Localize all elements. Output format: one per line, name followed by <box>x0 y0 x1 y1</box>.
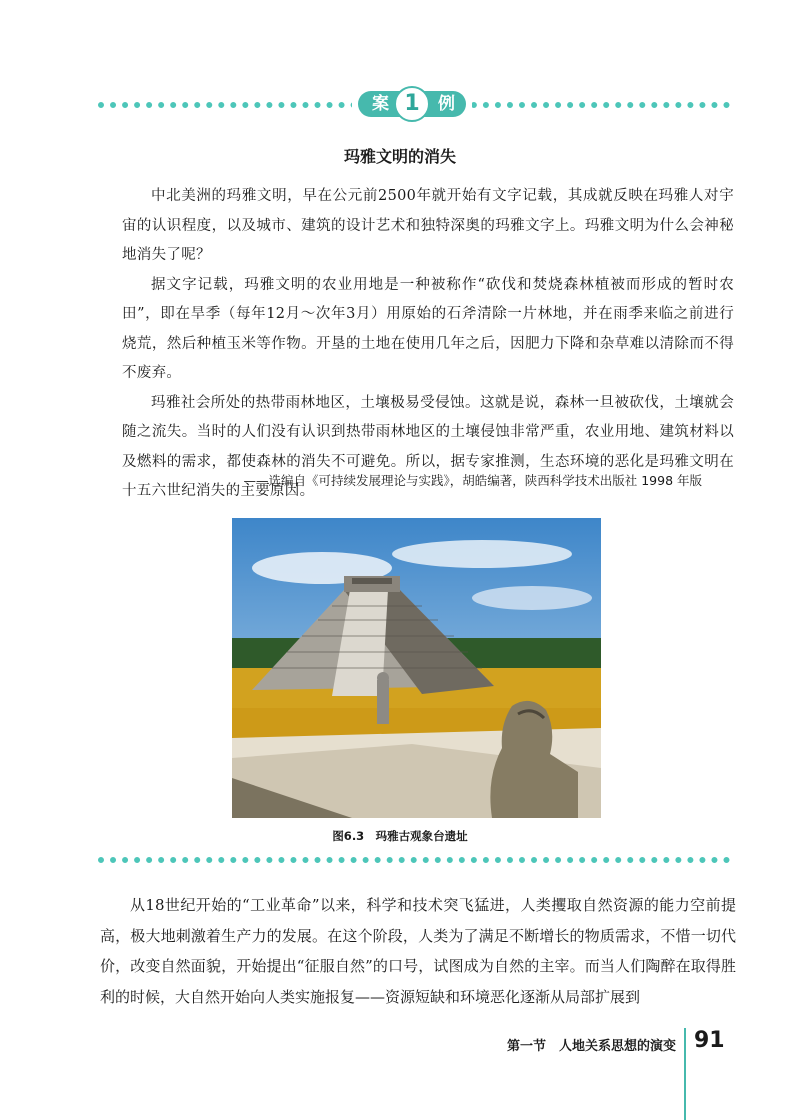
case-body <box>122 182 734 507</box>
figure-caption: 图6.3 玛雅古观象台遗址 <box>332 829 468 843</box>
case-paragraph: 据文字记载，玛雅文明的农业用地是一种被称作“砍伐和焚烧森林植被而形成的暂时农田”，即在旱季（每年12月～次年3月）用原始的石斧清除一片林地，并在雨季来临之前进行烧荒，然后种植玉米等作物。开垦的土地在使用几年之后，因肥力下降和杂草难以清除而不得不废弃。 <box>122 276 734 381</box>
mayan-observatory-photo <box>232 518 601 818</box>
case-source-citation: ——选编自《可持续发展理论与实践》，胡皓编著，陕西科学技术出版社 1998 年版 <box>243 473 702 488</box>
main-body <box>100 890 736 1012</box>
bottom-dotted-divider <box>98 857 730 863</box>
case-paragraph: 中北美洲的玛雅文明，早在公元前2500年就开始有文字记载，其成就反映在玛雅人对宇宙的认识程度，以及城市、建筑的设计艺术和独特深奥的玛雅文字上。玛雅文明为什么会神秘地消失了呢？ <box>122 188 734 263</box>
case-title: 玛雅文明的消失 <box>343 147 456 166</box>
footer-rule <box>684 1028 686 1120</box>
main-paragraph: 从18世纪开始的“工业革命”以来，科学和技术突飞猛进，人类攫取自然资源的能力空前提高，极大地刺激着生产力的发展。在这个阶段，人类为了满足不断增长的物质需求，不惜一切代价，改变自然面貌，开始提出“征服自然”的口号，试图成为自然的主宰。而当人们陶醉在取得胜利的时候，大自然开始向人类实施报复——资源短缺和环境恶化逐渐从局部扩展到 <box>100 896 736 1006</box>
case-badge-number: 1 <box>394 86 430 122</box>
pyramid-illustration <box>232 518 601 818</box>
case-badge-right: 例 <box>438 94 455 114</box>
footer-section-title: 第一节 人地关系思想的演变 <box>506 1039 676 1054</box>
case-badge <box>352 86 472 122</box>
case-paragraph: 玛雅社会所处的热带雨林地区，土壤极易受侵蚀。这就是说，森林一旦被砍伐，土壤就会随之流失。当时的人们没有认识到热带雨林地区的土壤侵蚀非常严重，农业用地、建筑材料以及燃料的需求，都使森林的消失不可避免。所以，据专家推测，生态环境的恶化是玛雅文明在十五六世纪消失的主要原因。 <box>122 394 734 499</box>
page-number: 91 <box>694 1028 725 1053</box>
case-badge-left: 案 <box>372 94 389 114</box>
